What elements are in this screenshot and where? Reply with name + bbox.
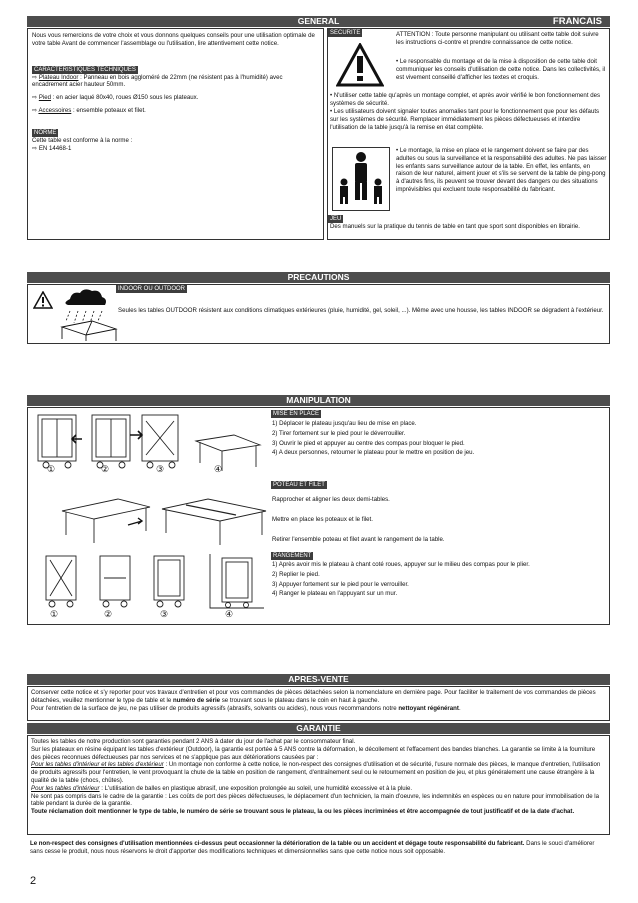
precautions-header: PRECAUTIONS	[27, 272, 610, 283]
norme-tag: NORME	[34, 129, 57, 136]
step-number-1: ①	[50, 609, 59, 619]
step-number-4: ④	[225, 609, 234, 619]
general-info-box	[27, 28, 324, 240]
general-header	[27, 16, 610, 27]
manipulation-header: MANIPULATION	[27, 395, 610, 406]
precautions-box	[27, 284, 610, 344]
mise-step-4: 4) A deux personnes, retourner le plateau pour le mettre en position de jeu.	[272, 449, 475, 457]
mise-en-place-tag: MISE EN PLACE	[273, 411, 320, 417]
poteau-filet-tag: POTEAU ET FILET	[273, 482, 325, 488]
pied-spec: ⇨ Pied : en acier laqué 80x40, roues Ø150 sous les plateaux.	[32, 94, 199, 102]
precautions-text: Seules les tables OUTDOOR résistent aux conditions climatiques extérieures (pluie, humidité, gel, soleil, ...). Même avec une housse, les tables INDOOR se dégradent à l'extérieur.	[118, 307, 604, 314]
warning-triangle-icon	[33, 291, 53, 309]
storage-illustration	[38, 552, 268, 612]
rain-table-icon	[56, 287, 120, 342]
garantie-p5: Ne sont pas compris dans le cadre de la garantie : Les coûts de port des pièces défectueuses, le déplacement d'un technicien, la main d'oeuvre, les indemnités en espèces ou en nature pour immobilisation de la table pendant la durée de la garantie.	[31, 792, 600, 808]
securite-box	[327, 28, 610, 240]
setup-illustration	[34, 411, 264, 477]
range-step-4: 4) Ranger le plateau en l'appuyant sur un mur.	[272, 590, 398, 598]
poteau-step-2: Mettre en place les poteaux et le filet.	[272, 516, 373, 523]
jeu-tag: JEU	[330, 216, 342, 222]
step-number-2: ②	[104, 609, 113, 619]
garantie-p4: Pour les tables d'intérieur : L'utilisation de balles en plastique abrasif, une exposition prolongée au soleil, une humidité excessive et à la pluie.	[31, 784, 413, 792]
accessories-spec: ⇨ Accessoires : ensemble poteaux et filet.	[32, 106, 146, 114]
arrow-icon: ⇨	[32, 106, 38, 114]
step-number-1: ①	[47, 464, 56, 474]
apres-vente-box	[27, 686, 610, 721]
mise-en-place-steps	[272, 419, 602, 458]
step-number-3: ③	[160, 609, 169, 619]
securite-tag: SECURITE	[330, 30, 361, 36]
poteau-step-3: Retirer l'ensemble poteau et filet avant le rangement de la table.	[272, 536, 445, 543]
garantie-p1: Toutes les tables de notre production sont garanties pendant 2 ANS à dater du jour de l'achat par le consommateur final.	[31, 738, 356, 745]
language-label: FRANCAIS	[552, 16, 602, 27]
arrow-icon: ⇨	[32, 144, 38, 152]
apres-vente-text-2: Pour l'entretien de la surface de jeu, ne pas utiliser de produits agressifs (abrasifs, solvants ou acides), nous vous recommandons notre nettoyant régénérant.	[31, 704, 461, 712]
garantie-p3: Pour les tables d'intérieur et les tables d'extérieur : Un montage non conforme à cette notice, le non-respect des consignes d'utilisation et de sécurité, l'usure normale des pièces, le manque d'entretien, l'utilisation de produits agressifs pour l'entretien, le vent provoquant la chute de la table en position de rangement, d'entraînement seul ou le retournement en position de jeu, et plus généralement une cause étrangère à la qualité de la table (chocs, chûtes).	[31, 761, 601, 784]
apres-vente-text-1: Conserver cette notice et s'y reporter pour vos travaux d'entretien et pour vos commandes de pièces détachées selon la nomenclature en dernière page. Pour faciliter le traitement de vos commandes de pièces détachées, veuillez mentionner le type de table et le numéro de série se trouvant sous le plateau dans le coin en haut à gauche.	[31, 689, 596, 704]
norme-text: Cette table est conforme à la norme :	[32, 136, 133, 144]
poteau-step-1: Rapprocher et aligner les deux demi-tables.	[272, 496, 390, 503]
garantie-header: GARANTIE	[27, 723, 610, 734]
general-intro: Nous vous remercions de votre choix et vous donnons quelques conseils pour une utilisation optimale de votre table Avant de commencer l'assemblage ou l'utilisation, lire attentivement cette notice.	[32, 32, 315, 47]
general-title: GENERAL	[297, 16, 340, 26]
apres-vente-header: APRES-VENTE	[27, 674, 610, 685]
range-step-1: 1) Après avoir mis le plateau à chant coté roues, appuyer sur le milieu des compas pour le plier.	[272, 561, 530, 568]
range-step-2: 2) Replier le pied.	[272, 570, 320, 578]
norme-value: ⇨ EN 14468-1	[32, 144, 72, 152]
garantie-box	[27, 735, 610, 835]
mise-step-2: 2) Tirer fortement sur le pied pour le déverrouiller.	[272, 429, 406, 437]
garantie-p6: Toute réclamation doit mentionner le type de table, le numéro de série se trouvant sous le plateau, la ou les pièces incriminées et être accompagnée de tout justificatif et de la date d'achat.	[31, 808, 575, 816]
mise-step-3: 3) Ouvrir le pied et appuyer au centre des compas pour bloquer le pied.	[272, 439, 465, 447]
rangement-steps	[272, 560, 607, 599]
jeu-text: Des manuels sur la pratique du tennis de table en tant que sport sont disponibles en librairie.	[330, 223, 580, 230]
net-post-illustration	[58, 481, 270, 551]
attention-text: ATTENTION : Toute personne manipulant ou utilisant cette table doit suivre les instructions ci-contre et prendre connaissance de cette notice.	[396, 31, 599, 46]
securite-bullet-4: • Le montage, la mise en place et le rangement doivent se faire par des adultes ou sous la surveillance et la responsabilité des adultes. Ne pas laisser les enfants sans surveillance autour de la table. En effet, les enfants, en raison de leur naturel, aiment jouer et s'ils se servent de la table de ping-pong à d'autres fins, ils peuvent se trouver devant des dangers ou des situations imprévisibles qui excluent toute responsabilité du fabricant.	[396, 147, 607, 193]
step-number-3: ③	[156, 464, 165, 474]
tech-specs-tag: CARACTERISTIQUES TECHNIQUES	[34, 66, 136, 73]
arrow-icon: ⇨	[32, 94, 38, 102]
warning-triangle-icon	[336, 43, 384, 87]
mise-step-1: 1) Déplacer le plateau jusqu'au lieu de mise en place.	[272, 420, 417, 427]
range-step-3: 3) Appuyer fortement sur le pied pour le verrouiller.	[272, 580, 409, 588]
securite-bullet-1: • Le responsable du montage et de la mise à disposition de cette table doit communiquer les conseils d'utilisation de cette notice. Dans les collectivités, il est vivement conseillé d'afficher les textes et croquis.	[396, 58, 606, 81]
arrow-icon: ⇨	[32, 73, 38, 81]
step-number-4: ④	[214, 464, 223, 474]
step-number-2: ②	[101, 464, 110, 474]
page-number: 2	[30, 875, 37, 887]
disclaimer: Le non-respect des consignes d'utilisation mentionnées ci-dessus peut occasionner la détérioration de la table ou un accident et dégage toute responsabilité du fabricant. Dans le souci d'améliorer sans cesse le produit, nous nous réservons le droit d'apporter des modifications techniques et dimensionnelles sans que cette notice nous soit opposable.	[30, 840, 595, 855]
children-supervision-icon	[332, 147, 390, 211]
manipulation-box	[27, 407, 610, 625]
securite-bullet-2: • N'utiliser cette table qu'après un montage complet, et après avoir vérifié le bon fonctionnement des systèmes de sécurité.	[330, 92, 601, 107]
plateau-spec: ⇨ Plateau Indoor : Panneau en bois aggloméré de 22mm (ne résistent pas à l'humidité) avec encadrement acier hauteur 50mm.	[32, 73, 283, 89]
securite-bullet-3: • Les utilisateurs doivent signaler toutes anomalies tant pour le fonctionnement que pour les défauts sur les systèmes de sécurité. Remplacer immédiatement les pièces défectueuses et interdire l'utilisation de la table jusqu'à la remise en état complète.	[330, 108, 600, 131]
indoor-outdoor-tag: INDOOR OU OUTDOOR	[118, 286, 185, 292]
rangement-tag: RANGEMENT	[273, 553, 312, 559]
garantie-p2: Sur les plateaux en résine équipant les tables d'extérieur (Outdoor), la garantie est portée à 5 ANS contre la déformation, le décollement et l'effacement des bandes blanches. La garantie se limite à la fourniture des pièces reconnues défectueuses par nos services et ne s'applique pas aux détériorations causées par :	[31, 745, 596, 761]
